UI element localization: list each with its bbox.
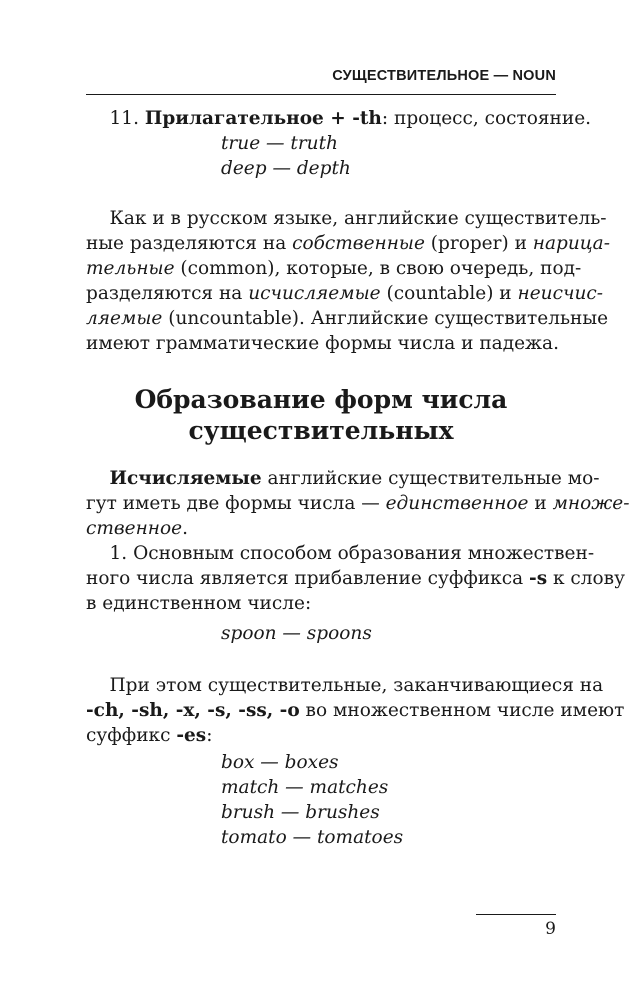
term-proper: собственные: [292, 233, 425, 254]
para1-text: (uncountable). Английские существительные: [162, 308, 609, 329]
term-singular: единственное: [385, 493, 529, 514]
item1-text: к слову: [547, 568, 625, 589]
term-countable: исчисляемые: [248, 283, 381, 304]
term-common-part: тельные: [86, 258, 175, 279]
term-countable-bold: Исчисляемые: [109, 468, 262, 489]
item1-text: ного числа является прибавление суффикса: [86, 568, 530, 589]
example-box-boxes: box — boxes: [221, 752, 339, 773]
term-uncountable-part: ляемые: [86, 308, 163, 329]
para1-line1: [86, 206, 607, 231]
para1-line3: [86, 256, 582, 281]
para1-line5: [86, 306, 609, 331]
para1-text: (common), которые, в свою очередь, под-: [174, 258, 582, 279]
para1-line6: имеют грамматические формы числа и падежа.: [86, 333, 559, 354]
para2-text: английские существительные мо-: [261, 468, 600, 489]
item1-line3: в единственном числе:: [86, 593, 312, 614]
suffix-s: -s: [529, 568, 548, 589]
example-spoon-spoons: spoon — spoons: [221, 623, 372, 644]
term-plural-part: множе-: [552, 493, 630, 514]
para3-line3: [86, 723, 556, 748]
para3-text: суффикс: [86, 725, 177, 746]
para2-text: гут иметь две формы числа —: [86, 493, 386, 514]
para1-line4: [86, 281, 603, 306]
term-uncountable-part: неисчис-: [517, 283, 603, 304]
para1-text: (proper) и: [424, 233, 533, 254]
para3-text: При этом существительные, заканчивающиеся на: [109, 675, 604, 696]
header-rule: [86, 94, 556, 95]
section-11-desc: : процесс, состояние.: [381, 108, 592, 129]
para3-text: :: [206, 725, 213, 746]
item1-line2: [86, 566, 625, 591]
para2-line3: [86, 516, 556, 541]
running-header: СУЩЕСТВИТЕЛЬНОЕ — NOUN: [332, 68, 556, 84]
example-match-matches: match — matches: [221, 777, 389, 798]
page-number: 9: [545, 919, 556, 939]
item1-line1: [86, 541, 595, 566]
para3-text: во множественном числе имеют: [299, 700, 625, 721]
para3-line1: [86, 673, 604, 698]
para2-line1: [86, 466, 600, 491]
example-true-truth: true — truth: [221, 133, 338, 154]
section-11-number: 11.: [109, 108, 139, 129]
section-heading-line2: существительных: [188, 416, 454, 445]
para1-line2: [86, 231, 610, 256]
example-deep-depth: deep — depth: [221, 158, 351, 179]
term-plural-part: ственное: [86, 518, 183, 539]
endings-list: -ch, -sh, -x, -s, -ss, -o: [86, 700, 300, 721]
example-brush-brushes: brush — brushes: [221, 802, 380, 823]
para1-text: (countable) и: [380, 283, 518, 304]
footer-rule: [476, 914, 556, 915]
section-11-term: Прилагательное + -th: [144, 108, 382, 129]
section-heading-line1: Образование форм числа: [134, 385, 508, 414]
item1-text: 1. Основным способом образования множествен-: [109, 543, 595, 564]
para1-text: разделяются на: [86, 283, 249, 304]
para2-text: и: [528, 493, 553, 514]
suffix-es: -es: [176, 725, 207, 746]
example-tomato-tomatoes: tomato — tomatoes: [221, 827, 404, 848]
para2-line2: [86, 491, 630, 516]
para1-text: ные разделяются на: [86, 233, 293, 254]
para2-text: .: [182, 518, 188, 539]
term-common-part: нарица-: [532, 233, 610, 254]
para1-text: Как и в русском языке, английские существитель-: [109, 208, 607, 229]
section-11-line: [86, 106, 592, 131]
para3-line2: [86, 698, 625, 723]
